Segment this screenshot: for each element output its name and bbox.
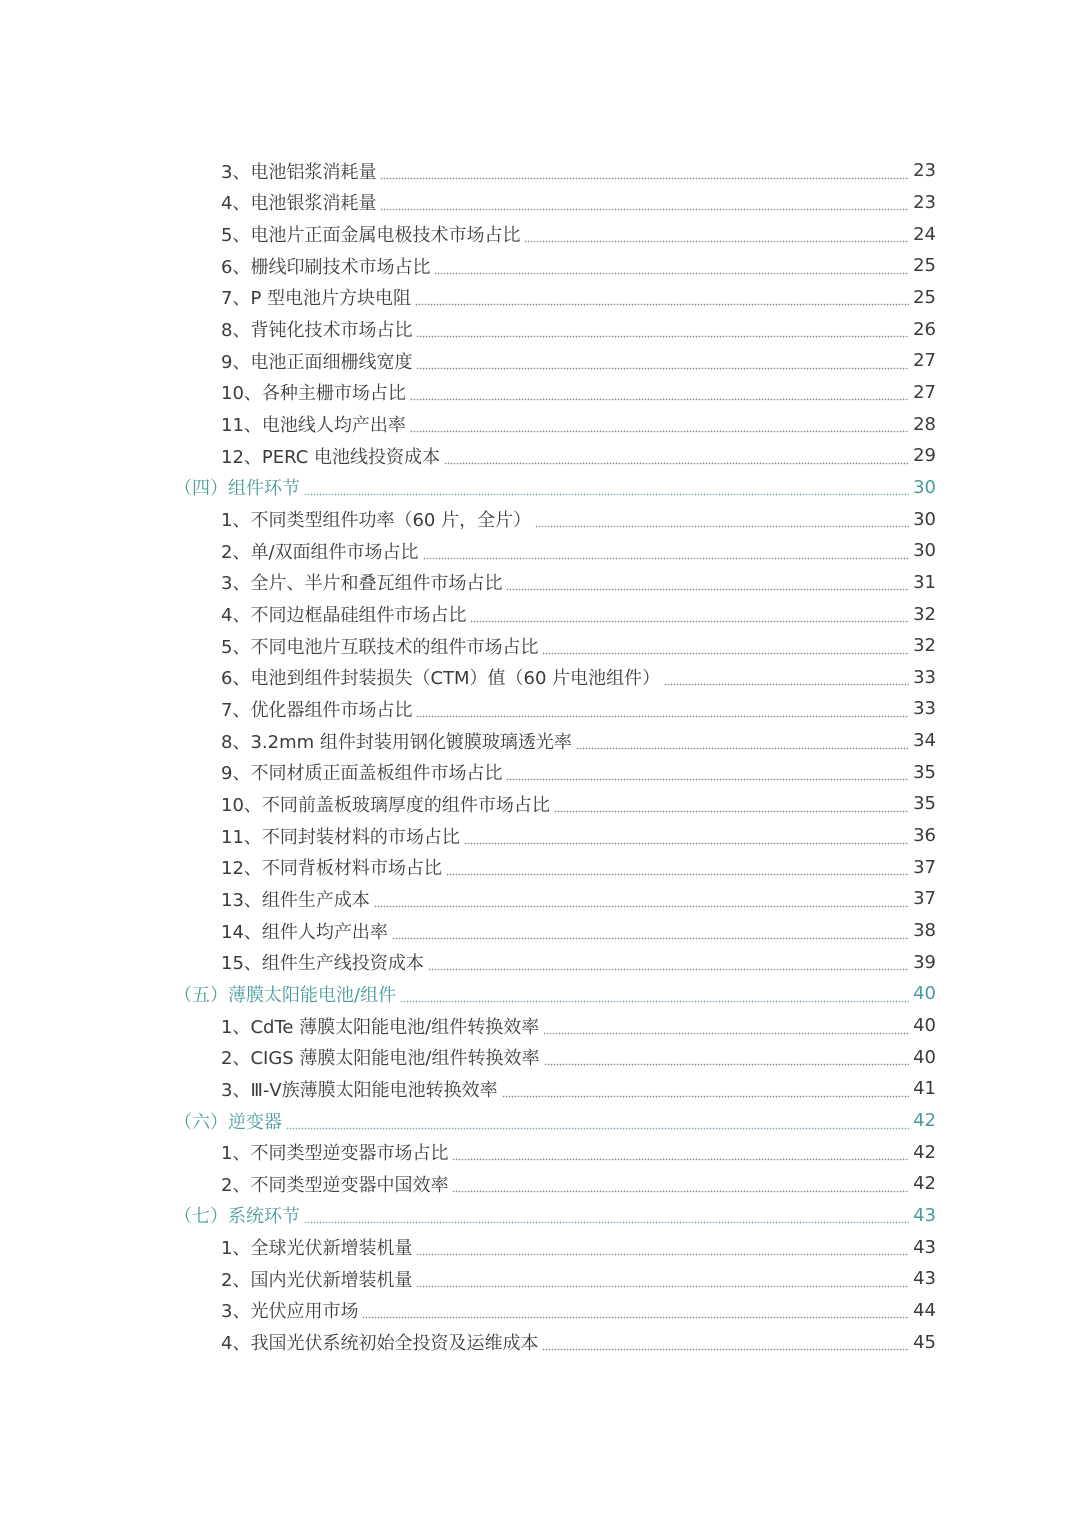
toc-entry-title: 13、组件生产成本 — [221, 889, 370, 911]
dot-leader — [400, 985, 909, 1003]
dot-leader — [452, 1143, 909, 1161]
toc-entry-page-number: 38 — [913, 920, 936, 942]
toc-entry[interactable] — [0, 820, 1080, 852]
toc-entry-title: 11、电池线人均产出率 — [221, 415, 406, 437]
toc-entry-title: 1、不同类型逆变器市场占比 — [221, 1143, 449, 1165]
dot-leader — [464, 827, 909, 845]
toc-entry-title: 3、光伏应用市场 — [221, 1301, 359, 1323]
toc-entry-page-number: 42 — [913, 1110, 936, 1132]
toc-entry-page-number: 40 — [913, 1046, 936, 1068]
dot-leader — [542, 637, 909, 655]
toc-entry-page-number: 43 — [913, 1236, 936, 1258]
toc-entry-title: 12、不同背板材料市场占比 — [221, 858, 442, 880]
toc-entry-page-number: 30 — [913, 508, 936, 530]
toc-entry[interactable] — [0, 693, 1080, 725]
dot-leader — [576, 732, 909, 750]
toc-entry-page-number: 26 — [913, 318, 936, 340]
toc-entry-title: （六）逆变器 — [174, 1111, 282, 1133]
toc-entry[interactable] — [0, 250, 1080, 282]
toc-section-entry[interactable] — [0, 1105, 1080, 1137]
dot-leader — [524, 225, 909, 243]
dot-leader — [506, 573, 909, 591]
toc-entry-page-number: 32 — [913, 635, 936, 657]
toc-entry-title: 6、电池到组件封装损失（CTM）值（60 片电池组件） — [221, 668, 661, 690]
dot-leader — [542, 1333, 909, 1351]
dot-leader — [304, 1206, 909, 1224]
dot-leader — [380, 193, 909, 211]
toc-entry[interactable] — [0, 1041, 1080, 1073]
toc-entry-title: 1、CdTe 薄膜太阳能电池/组件转换效率 — [221, 1016, 540, 1038]
toc-entry-title: 7、P 型电池片方块电阻 — [221, 288, 412, 310]
dot-leader — [664, 668, 909, 686]
toc-entry-title: 14、组件人均产出率 — [221, 921, 388, 943]
toc-entry-title: （四）组件环节 — [174, 478, 300, 500]
toc-entry-page-number: 44 — [913, 1299, 936, 1321]
dot-leader — [416, 320, 909, 338]
dot-leader — [428, 953, 909, 971]
toc-entry-title: 11、不同封装材料的市场占比 — [221, 826, 460, 848]
toc-entry-title: 3、全片、半片和叠瓦组件市场占比 — [221, 573, 503, 595]
toc-entry[interactable] — [0, 440, 1080, 472]
toc-entry-page-number: 40 — [913, 1015, 936, 1037]
toc-entry-title: 9、不同材质正面盖板组件市场占比 — [221, 763, 503, 785]
toc-entry-title: 9、电池正面细栅线宽度 — [221, 351, 413, 373]
toc-entry[interactable] — [0, 408, 1080, 440]
toc-entry-page-number: 23 — [913, 191, 936, 213]
toc-entry-page-number: 30 — [913, 540, 936, 562]
toc-entry[interactable] — [0, 155, 1080, 187]
toc-entry-page-number: 31 — [913, 571, 936, 593]
toc-entry[interactable] — [0, 1295, 1080, 1327]
toc-entry[interactable] — [0, 630, 1080, 662]
toc-entry-page-number: 35 — [913, 761, 936, 783]
toc-entry-title: 12、PERC 电池线投资成本 — [221, 446, 441, 468]
dot-leader — [286, 1112, 909, 1130]
toc-entry-title: 8、背钝化技术市场占比 — [221, 320, 413, 342]
toc-entry[interactable] — [0, 282, 1080, 314]
toc-entry-title: 2、国内光伏新增装机量 — [221, 1269, 413, 1291]
toc-entry-title: 4、不同边框晶硅组件市场占比 — [221, 605, 467, 627]
toc-entry-title: 7、优化器组件市场占比 — [221, 699, 413, 721]
toc-entry[interactable] — [0, 187, 1080, 219]
dot-leader — [416, 352, 909, 370]
dot-leader — [506, 763, 909, 781]
toc-section-entry[interactable] — [0, 978, 1080, 1010]
dot-leader — [416, 700, 909, 718]
toc-entry-page-number: 33 — [913, 698, 936, 720]
dot-leader — [380, 162, 909, 180]
toc-section-entry[interactable] — [0, 472, 1080, 504]
toc-entry-title: 1、全球光伏新增装机量 — [221, 1238, 413, 1260]
toc-entry[interactable] — [0, 567, 1080, 599]
toc-entry-page-number: 42 — [913, 1141, 936, 1163]
toc-entry-title: 5、不同电池片互联技术的组件市场占比 — [221, 636, 539, 658]
toc-entry-title: 8、3.2mm 组件封装用钢化镀膜玻璃透光率 — [221, 731, 572, 753]
toc-entry-page-number: 42 — [913, 1173, 936, 1195]
toc-entry[interactable] — [0, 503, 1080, 535]
toc-entry[interactable] — [0, 535, 1080, 567]
toc-entry-page-number: 39 — [913, 951, 936, 973]
toc-entry-page-number: 27 — [913, 350, 936, 372]
dot-leader — [444, 447, 909, 465]
toc-entry[interactable] — [0, 313, 1080, 345]
toc-entry-title: 15、组件生产线投资成本 — [221, 953, 424, 975]
dot-leader — [470, 605, 909, 623]
toc-entry[interactable] — [0, 756, 1080, 788]
toc-entry-page-number: 27 — [913, 381, 936, 403]
toc-entry[interactable] — [0, 662, 1080, 694]
dot-leader — [434, 257, 909, 275]
toc-entry-page-number: 45 — [913, 1331, 936, 1353]
dot-leader — [416, 1238, 909, 1256]
toc-entry[interactable] — [0, 725, 1080, 757]
toc-entry[interactable] — [0, 788, 1080, 820]
toc-entry-page-number: 28 — [913, 413, 936, 435]
toc-entry[interactable] — [0, 851, 1080, 883]
dot-leader — [535, 510, 909, 528]
toc-entry-page-number: 24 — [913, 223, 936, 245]
toc-entry-title: 10、不同前盖板玻璃厚度的组件市场占比 — [221, 794, 550, 816]
toc-entry-page-number: 29 — [913, 445, 936, 467]
toc-entry[interactable] — [0, 1168, 1080, 1200]
toc-entry[interactable] — [0, 883, 1080, 915]
toc-section-entry[interactable] — [0, 1200, 1080, 1232]
dot-leader — [416, 1270, 909, 1288]
dot-leader — [374, 890, 909, 908]
toc-entry-page-number: 25 — [913, 286, 936, 308]
toc-entry-title: （七）系统环节 — [174, 1206, 300, 1228]
toc-entry-page-number: 40 — [913, 983, 936, 1005]
toc-entry[interactable] — [0, 377, 1080, 409]
toc-entry[interactable] — [0, 345, 1080, 377]
toc-entry[interactable] — [0, 915, 1080, 947]
toc-entry-page-number: 32 — [913, 603, 936, 625]
toc-entry-page-number: 37 — [913, 888, 936, 910]
toc-entry[interactable] — [0, 946, 1080, 978]
dot-leader — [415, 288, 909, 306]
toc-entry-page-number: 25 — [913, 255, 936, 277]
toc-entry-title: 5、电池片正面金属电极技术市场占比 — [221, 225, 521, 247]
dot-leader — [392, 922, 909, 940]
toc-entry-page-number: 36 — [913, 825, 936, 847]
dot-leader — [362, 1301, 909, 1319]
dot-leader — [423, 542, 910, 560]
table-of-contents — [0, 155, 1080, 1358]
toc-entry[interactable] — [0, 1231, 1080, 1263]
toc-entry-title: （五）薄膜太阳能电池/组件 — [174, 984, 397, 1006]
dot-leader — [410, 415, 909, 433]
dot-leader — [502, 1080, 909, 1098]
toc-entry-title: 2、单/双面组件市场占比 — [221, 541, 419, 563]
toc-entry-title: 4、电池银浆消耗量 — [221, 193, 377, 215]
toc-entry[interactable] — [0, 598, 1080, 630]
dot-leader — [452, 1175, 909, 1193]
dot-leader — [554, 795, 909, 813]
toc-entry-title: 3、Ⅲ-Ⅴ族薄膜太阳能电池转换效率 — [221, 1079, 498, 1101]
toc-entry-title: 2、CIGS 薄膜太阳能电池/组件转换效率 — [221, 1048, 540, 1070]
toc-entry-title: 6、栅线印刷技术市场占比 — [221, 256, 431, 278]
toc-entry[interactable] — [0, 218, 1080, 250]
dot-leader — [544, 1048, 910, 1066]
dot-leader — [446, 858, 909, 876]
toc-entry-page-number: 43 — [913, 1204, 936, 1226]
toc-entry-page-number: 33 — [913, 666, 936, 688]
toc-entry-page-number: 30 — [913, 476, 936, 498]
toc-entry[interactable] — [0, 1073, 1080, 1105]
toc-entry[interactable] — [0, 1136, 1080, 1168]
toc-entry-title: 2、不同类型逆变器中国效率 — [221, 1174, 449, 1196]
dot-leader — [410, 383, 909, 401]
toc-entry-page-number: 34 — [913, 730, 936, 752]
dot-leader — [543, 1017, 909, 1035]
dot-leader — [304, 478, 909, 496]
toc-entry-page-number: 41 — [913, 1078, 936, 1100]
toc-entry-title: 1、不同类型组件功率（60 片，全片） — [221, 510, 532, 532]
toc-entry[interactable] — [0, 1263, 1080, 1295]
toc-entry-page-number: 23 — [913, 160, 936, 182]
toc-entry-page-number: 35 — [913, 793, 936, 815]
toc-entry-page-number: 43 — [913, 1268, 936, 1290]
toc-entry-title: 3、电池铝浆消耗量 — [221, 161, 377, 183]
toc-entry-title: 10、各种主栅市场占比 — [221, 383, 406, 405]
toc-entry-title: 4、我国光伏系统初始全投资及运维成本 — [221, 1333, 539, 1355]
toc-entry-page-number: 37 — [913, 856, 936, 878]
toc-entry[interactable] — [0, 1326, 1080, 1358]
toc-entry[interactable] — [0, 1010, 1080, 1042]
